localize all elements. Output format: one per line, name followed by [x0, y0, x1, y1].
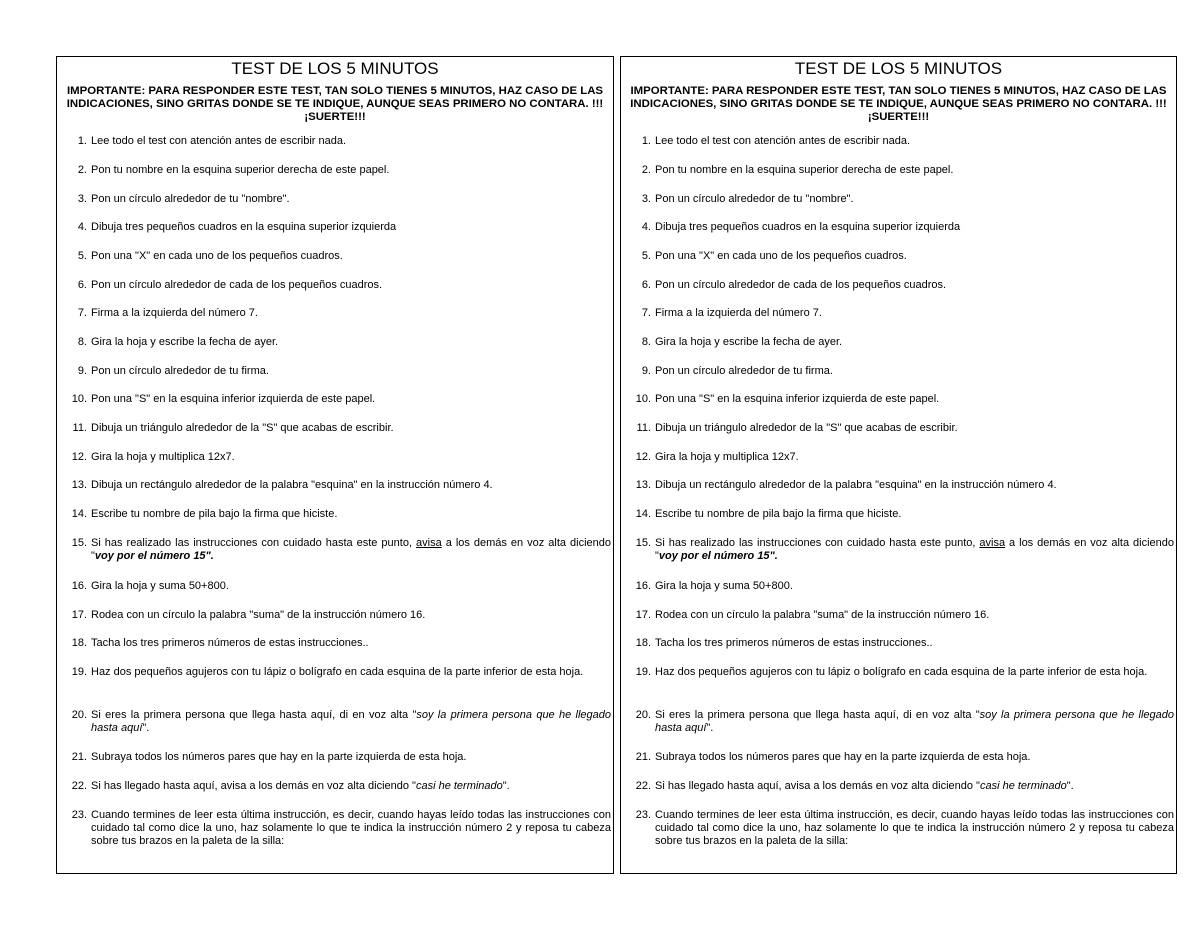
instruction-text-part: Pon un círculo alrededor de tu "nombre".: [91, 193, 290, 205]
instruction-item: [621, 279, 1176, 292]
instruction-item: [57, 250, 613, 263]
instruction-item: [621, 666, 1176, 679]
instruction-text-part: Pon tu nombre en la esquina superior derecha de este papel.: [655, 164, 954, 176]
instruction-text-part: Pon tu nombre en la esquina superior derecha de este papel.: [91, 164, 390, 176]
instruction-item: [57, 336, 613, 349]
instruction-number: 7.: [77, 307, 87, 319]
instruction-number: 11.: [72, 422, 87, 434]
instruction-text-part: Rodea con un círculo la palabra "suma" de la instrucción número 16.: [655, 609, 990, 621]
instruction-text-part: Dibuja tres pequeños cuadros en la esquina superior izquierda: [655, 221, 961, 233]
instruction-text: [655, 709, 1174, 734]
test-sheet-right: [620, 56, 1177, 874]
instruction-text: [655, 393, 939, 405]
instruction-item: [57, 580, 613, 593]
instruction-text: [655, 780, 1074, 792]
instruction-text-part: Si eres la primera persona que llega hasta aquí, di en voz alta ": [91, 709, 417, 721]
sheet-title: TEST DE LOS 5 MINUTOS: [231, 59, 439, 78]
instruction-text: [655, 422, 958, 434]
instruction-item: [57, 365, 613, 378]
instruction-text-part: ".: [502, 780, 510, 792]
instruction-text-part: Gira la hoja y suma 50+800.: [655, 580, 793, 592]
instruction-text-part: Gira la hoja y multiplica 12x7.: [655, 451, 799, 463]
italic-phrase: casi he terminado: [979, 780, 1067, 792]
instruction-text: [655, 221, 960, 233]
instruction-item: [621, 393, 1176, 406]
instruction-text: [655, 336, 842, 348]
instruction-text-part: Si has llegado hasta aquí, avisa a los demás en voz alta diciendo ": [655, 780, 980, 792]
instruction-item: [621, 780, 1176, 793]
instruction-text: [655, 307, 822, 319]
instruction-item: [57, 193, 613, 206]
instruction-text-part: Pon una "X" en cada uno de los pequeños cuadros.: [91, 250, 343, 262]
instruction-item: [57, 279, 613, 292]
instruction-text-part: Firma a la izquierda del número 7.: [655, 307, 822, 319]
instruction-number: 13.: [635, 479, 651, 491]
instruction-number: 1.: [77, 135, 87, 147]
instruction-text-part: Firma a la izquierda del número 7.: [91, 307, 258, 319]
instruction-item: [621, 422, 1176, 435]
underlined-word: avisa: [416, 537, 442, 549]
instruction-item: [57, 637, 613, 650]
instruction-text-part: Escribe tu nombre de pila bajo la firma que hiciste.: [655, 508, 902, 520]
instruction-text-part: Pon un círculo alrededor de cada de los pequeños cuadros.: [91, 279, 383, 291]
instruction-item: [57, 508, 613, 521]
bold-italic-phrase: voy por el número 15".: [658, 550, 778, 562]
instruction-item: [621, 508, 1176, 521]
instruction-item: [57, 479, 613, 492]
instruction-text: [655, 135, 910, 147]
instruction-number: 14.: [635, 508, 651, 520]
instruction-item: [621, 709, 1176, 735]
instruction-number: 12.: [635, 451, 651, 463]
instruction-text-part: Rodea con un círculo la palabra "suma" de la instrucción número 16.: [91, 609, 426, 621]
instruction-item: [621, 135, 1176, 148]
instruction-number: 4.: [641, 221, 651, 233]
instruction-number: 1.: [641, 135, 651, 147]
instruction-text-part: Lee todo el test con atención antes de escribir nada.: [655, 135, 911, 147]
instruction-text-part: Dibuja un rectángulo alrededor de la palabra "esquina" en la instrucción número 4.: [655, 479, 1057, 491]
instruction-text: [91, 250, 343, 262]
instruction-item: [621, 193, 1176, 206]
instruction-text: [91, 164, 389, 176]
instruction-text: [91, 709, 611, 734]
instruction-text: [655, 637, 933, 649]
instruction-item: [621, 451, 1176, 464]
instruction-number: 12.: [71, 451, 87, 463]
instruction-number: 11.: [636, 422, 651, 434]
instruction-text: [91, 479, 493, 491]
instruction-item: [621, 609, 1176, 622]
instruction-text: [655, 809, 1174, 847]
instruction-item: [57, 709, 613, 735]
italic-phrase: casi he terminado: [415, 780, 503, 792]
instruction-number: 19.: [71, 666, 87, 678]
instruction-item: [621, 580, 1176, 593]
instruction-text-part: Gira la hoja y multiplica 12x7.: [91, 451, 235, 463]
instruction-text-part: Si has realizado las instrucciones con cuidado hasta este punto,: [91, 537, 417, 549]
instruction-number: 18.: [71, 637, 87, 649]
instruction-number: 22.: [71, 780, 87, 792]
instruction-text-part: Pon un círculo alrededor de tu "nombre".: [655, 193, 854, 205]
instruction-text: [91, 279, 382, 291]
instruction-item: [621, 537, 1176, 563]
instruction-text-part: Tacha los tres primeros números de estas instrucciones..: [655, 637, 933, 649]
instruction-text: [91, 221, 396, 233]
instruction-number: 6.: [641, 279, 651, 291]
instruction-text: [91, 336, 278, 348]
instruction-number: 9.: [641, 365, 651, 377]
instruction-item: [621, 221, 1176, 234]
instruction-text: [655, 451, 799, 463]
instruction-item: [57, 666, 613, 679]
instruction-text-part: Tacha los tres primeros números de estas instrucciones..: [91, 637, 369, 649]
instruction-text: [91, 307, 258, 319]
instruction-text: [91, 508, 337, 520]
instruction-number: 15.: [635, 537, 651, 549]
instruction-text-part: Gira la hoja y escribe la fecha de ayer.: [91, 336, 279, 348]
instruction-text: [91, 809, 611, 847]
instruction-text-part: Pon un círculo alrededor de tu firma.: [91, 365, 269, 377]
instruction-number: 4.: [77, 221, 87, 233]
instruction-text-part: a los demás en voz alta diciendo ": [655, 537, 1174, 562]
instruction-text: [91, 666, 583, 678]
instruction-text: [655, 164, 953, 176]
instruction-number: 8.: [641, 336, 651, 348]
italic-phrase: soy la primera persona que he llegado hasta aquí: [91, 709, 612, 734]
instruction-text: [91, 780, 510, 792]
instruction-number: 10.: [635, 393, 651, 405]
italic-phrase: soy la primera persona que he llegado hasta aquí: [655, 709, 1175, 734]
instruction-number: 2.: [641, 164, 651, 176]
instruction-text-part: Subraya todos los números pares que hay en la parte izquierda de esta hoja.: [655, 751, 1031, 763]
instruction-text-part: ".: [706, 722, 714, 734]
instruction-text: [91, 580, 229, 592]
instruction-text: [655, 751, 1030, 763]
instruction-text: [91, 609, 425, 621]
instruction-text: [91, 135, 346, 147]
instruction-item: [57, 609, 613, 622]
instruction-number: 21.: [635, 751, 651, 763]
instruction-number: 10.: [71, 393, 87, 405]
instruction-item: [57, 307, 613, 320]
instruction-item: [57, 780, 613, 793]
instruction-number: 5.: [641, 250, 651, 262]
instruction-text-part: Cuando termines de leer esta última instrucción, es decir, cuando hayas leído todas las instrucciones con cuidado tal como dice la uno, haz solamente lo que te indica la instrucción número 2 y reposa tu cabeza sobre tus brazos en la paleta de la silla:: [91, 809, 611, 847]
instruction-item: [57, 422, 613, 435]
instruction-text-part: Lee todo el test con atención antes de escribir nada.: [91, 135, 347, 147]
important-notice: IMPORTANTE: PARA RESPONDER ESTE TEST, TAN SOLO TIENES 5 MINUTOS, HAZ CASO DE LAS INDICACIONES, SINO GRITAS DONDE SE TE INDIQUE, AUNQUE SEAS PRIMERO NO CONTARA. !!!¡SUERTE!!!: [66, 85, 604, 123]
instruction-number: 20.: [635, 709, 651, 721]
instruction-text-part: Si has llegado hasta aquí, avisa a los demás en voz alta diciendo ": [91, 780, 416, 792]
instruction-number: 7.: [641, 307, 651, 319]
instruction-text: [655, 279, 946, 291]
instruction-text: [91, 751, 466, 763]
instruction-number: 21.: [71, 751, 87, 763]
instruction-number: 23.: [71, 809, 87, 821]
instruction-text: [91, 422, 394, 434]
instruction-text-part: Dibuja un rectángulo alrededor de la palabra "esquina" en la instrucción número 4.: [91, 479, 493, 491]
instruction-item: [621, 164, 1176, 177]
instruction-number: 13.: [71, 479, 87, 491]
instruction-item: [57, 809, 613, 848]
instruction-number: 22.: [635, 780, 651, 792]
instruction-list: [57, 135, 613, 855]
instruction-item: [57, 164, 613, 177]
instruction-text: [91, 193, 290, 205]
instruction-text-part: Pon una "S" en la esquina inferior izquierda de este papel.: [655, 393, 940, 405]
instruction-item: [621, 479, 1176, 492]
instruction-text-part: Haz dos pequeños agujeros con tu lápiz o bolígrafo en cada esquina de la parte inferior de esta hoja.: [91, 666, 584, 678]
instruction-number: 17.: [635, 609, 651, 621]
instruction-item: [57, 537, 613, 563]
instruction-number: 15.: [71, 537, 87, 549]
instruction-text: [655, 609, 989, 621]
instruction-number: 19.: [635, 666, 651, 678]
instruction-item: [621, 809, 1176, 848]
instruction-text-part: Pon un círculo alrededor de cada de los pequeños cuadros.: [655, 279, 947, 291]
instruction-number: 8.: [77, 336, 87, 348]
instruction-text: [91, 537, 611, 562]
underlined-word: avisa: [979, 537, 1006, 549]
instruction-item: [621, 751, 1176, 764]
instruction-text-part: Dibuja un triángulo alrededor de la "S" que acabas de escribir.: [655, 422, 958, 434]
instruction-item: [57, 135, 613, 148]
instruction-text-part: Dibuja un triángulo alrededor de la "S" que acabas de escribir.: [91, 422, 394, 434]
instruction-text-part: a los demás en voz alta diciendo ": [91, 537, 611, 562]
instruction-text-part: Subraya todos los números pares que hay en la parte izquierda de esta hoja.: [91, 751, 467, 763]
instruction-number: 6.: [77, 279, 87, 291]
test-sheet-left: [56, 56, 614, 874]
instruction-text-part: Gira la hoja y escribe la fecha de ayer.: [655, 336, 843, 348]
instruction-text-part: Pon una "S" en la esquina inferior izquierda de este papel.: [91, 393, 376, 405]
instruction-number: 16.: [635, 580, 651, 592]
instruction-text-part: Dibuja tres pequeños cuadros en la esquina superior izquierda: [91, 221, 397, 233]
instruction-number: 17.: [71, 609, 87, 621]
instruction-text-part: Si has realizado las instrucciones con cuidado hasta este punto,: [655, 537, 980, 549]
instruction-item: [57, 221, 613, 234]
instruction-item: [621, 365, 1176, 378]
instruction-number: 2.: [77, 164, 87, 176]
bold-italic-phrase: voy por el número 15".: [94, 550, 214, 562]
instruction-text: [91, 637, 369, 649]
instruction-item: [621, 307, 1176, 320]
instruction-text: [91, 365, 269, 377]
instruction-text: [655, 365, 833, 377]
instruction-text-part: Haz dos pequeños agujeros con tu lápiz o bolígrafo en cada esquina de la parte inferior de esta hoja.: [655, 666, 1148, 678]
instruction-text: [91, 393, 375, 405]
instruction-text: [655, 666, 1147, 678]
instruction-text: [655, 580, 793, 592]
instruction-text: [655, 250, 907, 262]
instruction-text: [655, 479, 1057, 491]
instruction-item: [621, 336, 1176, 349]
instruction-text-part: Escribe tu nombre de pila bajo la firma que hiciste.: [91, 508, 338, 520]
instruction-number: 20.: [71, 709, 87, 721]
instruction-text: [655, 537, 1174, 562]
instruction-number: 9.: [77, 365, 87, 377]
instruction-list: [621, 135, 1176, 855]
instruction-number: 3.: [77, 193, 87, 205]
instruction-text-part: Si eres la primera persona que llega hasta aquí, di en voz alta ": [655, 709, 980, 721]
instruction-number: 16.: [71, 580, 87, 592]
instruction-item: [57, 451, 613, 464]
instruction-number: 18.: [635, 637, 651, 649]
instruction-item: [57, 751, 613, 764]
instruction-text-part: Pon una "X" en cada uno de los pequeños cuadros.: [655, 250, 907, 262]
instruction-number: 23.: [635, 809, 651, 821]
instruction-text: [655, 508, 901, 520]
instruction-text-part: Gira la hoja y suma 50+800.: [91, 580, 229, 592]
instruction-text-part: ".: [142, 722, 150, 734]
instruction-number: 3.: [641, 193, 651, 205]
instruction-number: 5.: [77, 250, 87, 262]
sheet-title: TEST DE LOS 5 MINUTOS: [794, 59, 1003, 78]
instruction-text-part: Pon un círculo alrededor de tu firma.: [655, 365, 833, 377]
instruction-text-part: Cuando termines de leer esta última instrucción, es decir, cuando hayas leído todas las instrucciones con cuidado tal como dice la uno, haz solamente lo que te indica la instrucción número 2 y reposa tu cabeza sobre tus brazos en la paleta de la silla:: [655, 809, 1174, 847]
instruction-text: [655, 193, 854, 205]
instruction-item: [57, 393, 613, 406]
instruction-number: 14.: [71, 508, 87, 520]
instruction-item: [621, 250, 1176, 263]
instruction-item: [621, 637, 1176, 650]
instruction-text-part: ".: [1066, 780, 1074, 792]
instruction-text: [91, 451, 235, 463]
important-notice: IMPORTANTE: PARA RESPONDER ESTE TEST, TAN SOLO TIENES 5 MINUTOS, HAZ CASO DE LAS INDICACIONES, SINO GRITAS DONDE SE TE INDIQUE, AUNQUE SEAS PRIMERO NO CONTARA. !!!¡SUERTE!!!: [630, 85, 1167, 123]
